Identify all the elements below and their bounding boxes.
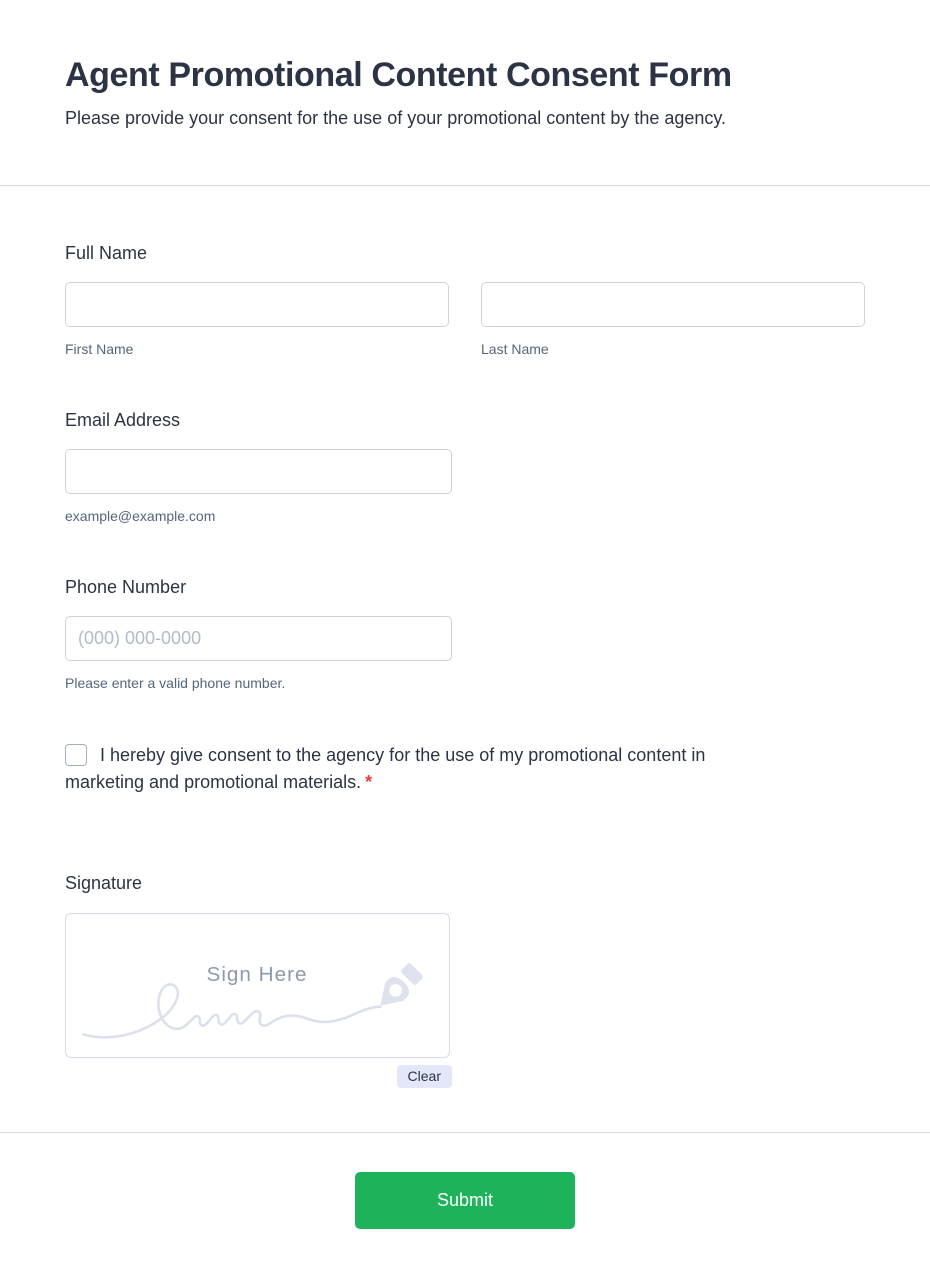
name-row [65, 282, 865, 358]
first-name-col [65, 282, 449, 358]
form-footer [0, 1132, 930, 1280]
form-body [0, 186, 930, 1088]
phone-input[interactable] [65, 616, 452, 661]
last-name-col [481, 282, 865, 358]
field-full-name [65, 240, 865, 358]
submit-button[interactable]: Submit [355, 1172, 575, 1229]
signature-pad[interactable] [65, 913, 450, 1058]
clear-row [65, 1065, 452, 1088]
form-subtitle: Please provide your consent for the use of your promotional content by the agency. [65, 107, 727, 128]
required-asterisk: * [365, 771, 373, 792]
last-name-input[interactable] [481, 282, 865, 327]
field-phone [65, 574, 865, 692]
full-name-label: Full Name [65, 243, 148, 263]
phone-label: Phone Number [65, 577, 187, 598]
field-signature [65, 870, 865, 1088]
last-name-sublabel: Last Name [481, 341, 549, 357]
signature-pad-graphic [66, 914, 449, 1057]
consent-label[interactable] [65, 742, 741, 796]
consent-checkbox[interactable] [65, 744, 87, 766]
sign-here-text: Sign Here [206, 962, 308, 986]
email-sublabel: example@example.com [65, 508, 216, 525]
email-label: Email Address [65, 410, 181, 431]
consent-text: I hereby give consent to the agency for the use of my promotional content in marketing and promotional materials. [65, 744, 706, 792]
signature-clear-button[interactable]: Clear [397, 1065, 452, 1088]
field-email [65, 407, 865, 525]
first-name-input[interactable] [65, 282, 449, 327]
email-input[interactable] [65, 449, 452, 494]
signature-squiggle [83, 984, 380, 1037]
signature-label: Signature [65, 872, 143, 893]
phone-sublabel: Please enter a valid phone number. [65, 675, 286, 692]
form-header [0, 0, 930, 186]
form-title: Agent Promotional Content Consent Form [65, 56, 732, 94]
field-consent [65, 742, 865, 796]
first-name-sublabel: First Name [65, 341, 134, 357]
